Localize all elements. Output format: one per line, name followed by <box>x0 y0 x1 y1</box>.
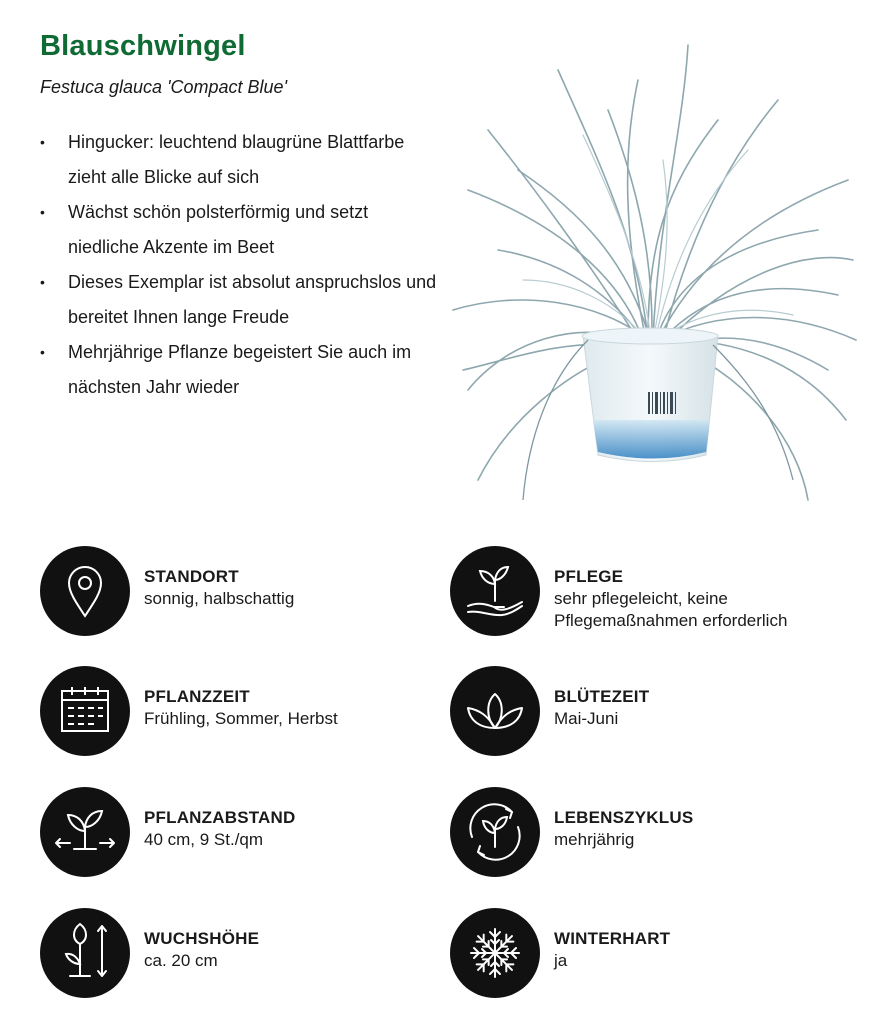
bullet-dot-icon: • <box>40 344 45 360</box>
location-pin-icon <box>40 546 130 636</box>
feature-icon-circle <box>450 666 540 756</box>
feature-pflanzzeit <box>40 666 440 758</box>
bullet-item <box>40 195 440 265</box>
product-title: Blauschwingel <box>40 30 246 62</box>
feature-icon-circle <box>40 546 130 636</box>
bullet-text: Mehrjährige Pflanze begeistert Sie auch im nächsten Jahr wieder <box>68 342 412 397</box>
feature-icon-circle <box>40 908 130 998</box>
feature-wuchshoehe <box>40 908 440 1000</box>
calendar-icon <box>40 666 130 756</box>
feature-lebenszyklus <box>450 787 850 879</box>
lotus-flower-icon <box>450 666 540 756</box>
seedling-hand-icon <box>450 546 540 636</box>
bullet-text: Hingucker: leuchtend blaugrüne Blattfarbe zieht alle Blicke auf sich <box>68 132 405 187</box>
feature-pflege <box>450 546 850 638</box>
feature-icon-circle <box>450 787 540 877</box>
bullet-item <box>40 335 440 405</box>
feature-value: ca. 20 cm <box>144 951 218 970</box>
feature-value: 40 cm, 9 St./qm <box>144 830 264 849</box>
feature-icon-circle <box>40 787 130 877</box>
feature-title: PFLANZZEIT <box>144 687 250 706</box>
feature-title: STANDORT <box>144 567 239 586</box>
bullet-dot-icon: • <box>40 274 45 290</box>
feature-value: mehrjährig <box>554 830 635 849</box>
feature-icon-circle <box>40 666 130 756</box>
botanical-name: Festuca glauca 'Compact Blue' <box>40 77 287 97</box>
feature-value: sehr pflegeleicht, keine Pflegemaßnahmen erforderlich <box>554 589 788 630</box>
bullet-item <box>40 265 440 335</box>
feature-value: Mai-Juni <box>554 709 619 728</box>
bullet-text: Dieses Exemplar ist absolut anspruchslos und bereitet Ihnen lange Freude <box>68 272 437 327</box>
feature-title: WINTERHART <box>554 929 671 948</box>
bullet-text: Wächst schön polsterförmig und setzt niedliche Akzente im Beet <box>68 202 369 257</box>
feature-title: PFLEGE <box>554 567 624 586</box>
feature-value: ja <box>554 951 568 970</box>
feature-icon-circle <box>450 546 540 636</box>
feature-title: PFLANZABSTAND <box>144 808 296 827</box>
feature-title: BLÜTEZEIT <box>554 687 650 706</box>
feature-icon-circle <box>450 908 540 998</box>
bullet-dot-icon: • <box>40 204 45 220</box>
feature-winterhart <box>450 908 850 1000</box>
feature-title: WUCHSHÖHE <box>144 929 260 948</box>
plant-image <box>448 40 860 505</box>
bullet-dot-icon: • <box>40 134 45 150</box>
feature-bullets <box>40 125 440 405</box>
bullet-item <box>40 125 440 195</box>
feature-bluetezeit <box>450 666 850 758</box>
snowflake-icon <box>450 908 540 998</box>
feature-value: Frühling, Sommer, Herbst <box>144 709 338 728</box>
growth-height-icon <box>40 908 130 998</box>
lifecycle-icon <box>450 787 540 877</box>
feature-pflanzabstand <box>40 787 440 879</box>
feature-title: LEBENSZYKLUS <box>554 808 694 827</box>
feature-standort <box>40 546 440 638</box>
plant-spacing-icon <box>40 787 130 877</box>
feature-value: sonnig, halbschattig <box>144 589 295 608</box>
